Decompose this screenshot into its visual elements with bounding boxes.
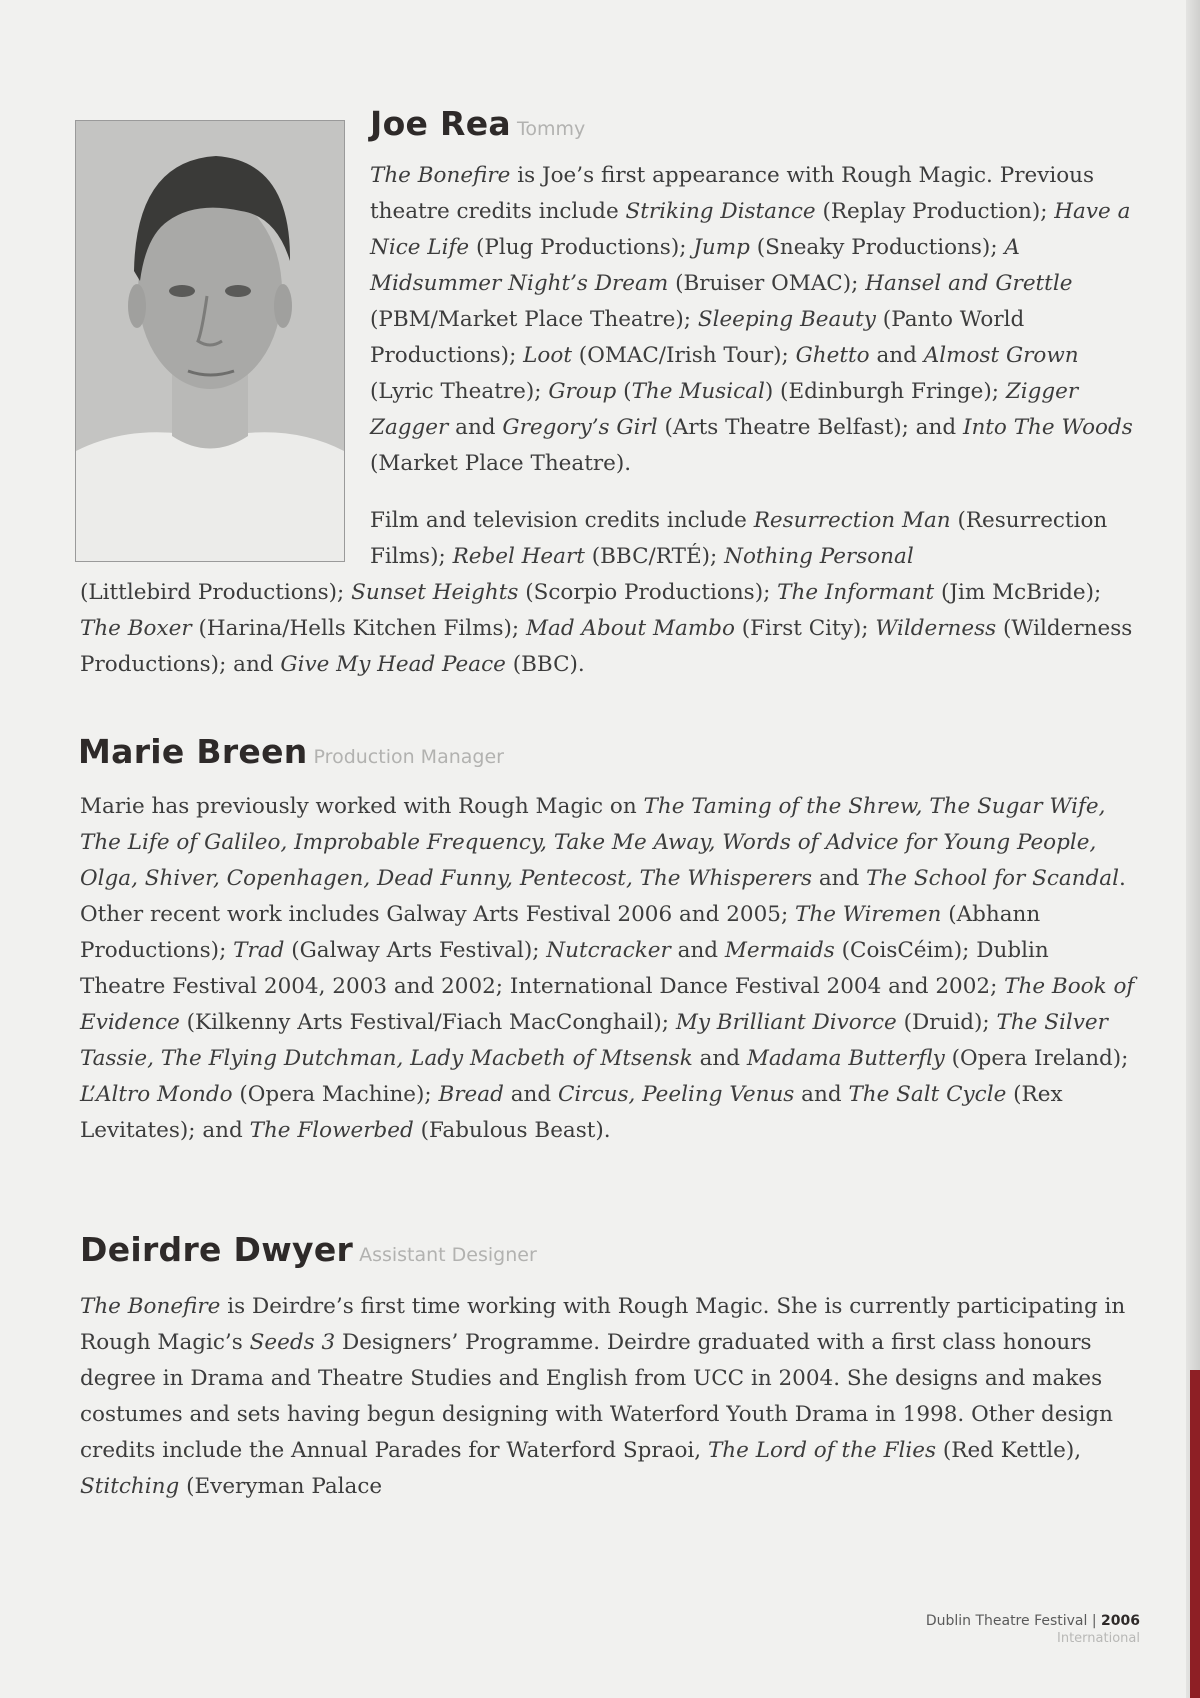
text-run: (Everyman Palace — [179, 1474, 383, 1499]
italic-title: Mad About Mambo — [526, 616, 735, 641]
italic-title: Circus, Peeling Venus — [557, 1082, 795, 1107]
text-run: and — [812, 866, 867, 891]
italic-title: The Musical — [631, 379, 765, 404]
italic-title: The Salt Cycle — [848, 1082, 1007, 1107]
italic-title: Loot — [523, 343, 572, 368]
text-run: and — [448, 415, 503, 440]
italic-title: The Taming of the Shrew, The Sugar Wife, The Life of Galileo, Improbable Frequency, Take Me Away, Words of Advice for Young People, Olga, Shiver, Copenhagen, Dead Funny, Pentecost, The Whisperers — [80, 794, 1106, 891]
italic-title: Give My Head Peace — [280, 652, 506, 677]
italic-title: The Silver Tassie, The Flying Dutchman, Lady Macbeth of Mtsensk — [80, 1010, 1108, 1071]
italic-title: L’Altro Mondo — [80, 1082, 233, 1107]
italic-title: Nothing Personal — [724, 544, 914, 569]
italic-title: Wilderness — [875, 616, 997, 641]
text-run: (Plug Productions); — [469, 235, 694, 260]
italic-title: Trad — [233, 938, 285, 963]
italic-title: The Lord of the Flies — [707, 1438, 937, 1463]
text-run: (Jim McBride); — [934, 580, 1102, 605]
text-run: (Opera Ireland); — [944, 1046, 1129, 1071]
text-run: ( — [616, 379, 632, 404]
italic-title: Madama Butterfly — [746, 1046, 945, 1071]
text-run: Film and television credits include — [370, 508, 754, 533]
italic-title: Almost Grown — [923, 343, 1079, 368]
deirdre-dwyer-name: Deirdre Dwyer — [80, 1230, 354, 1269]
text-run: (Wilderness Productions); and — [80, 616, 1133, 677]
text-run: (Fabulous Beast). — [413, 1118, 611, 1143]
text-run: Marie has previously worked with Rough Magic on — [80, 794, 644, 819]
text-run: (Scorpio Productions); — [518, 580, 778, 605]
text-run: (BBC/RTÉ); — [584, 544, 725, 569]
italic-title: Sleeping Beauty — [697, 307, 876, 332]
text-run: (Opera Machine); — [232, 1082, 439, 1107]
italic-title: The Informant — [777, 580, 935, 605]
text-run: (Harina/Hells Kitchen Films); — [191, 616, 526, 641]
text-run: (Arts Theatre Belfast); and — [657, 415, 963, 440]
text-run: (Rex Levitates); and — [80, 1082, 1063, 1143]
page-footer — [926, 1613, 1140, 1646]
text-run: Designers’ Programme. Deirdre graduated with a first class honours degree in Drama and Theatre Studies and English from UCC in 2004. She designs and makes costumes and sets having begun designing with Waterford Youth Drama in 1998. Other design credits include the Annual Parades for Waterford Spraoi, — [80, 1330, 1114, 1463]
italic-title: The Book of Evidence — [80, 974, 1135, 1035]
italic-title: Resurrection Man — [753, 508, 951, 533]
text-run: (Red Kettle), — [936, 1438, 1082, 1463]
marie-breen-bio — [80, 789, 1140, 1149]
joe-rea-film-credits-start — [370, 503, 1140, 575]
text-run: (Galway Arts Festival); — [284, 938, 547, 963]
text-run: ) (Edinburgh Fringe); — [764, 379, 1006, 404]
text-run: (Market Place Theatre). — [370, 451, 632, 476]
text-run: is Joe’s first appearance with Rough Magic. Previous theatre credits include — [370, 163, 1095, 224]
italic-title: Striking Distance — [625, 199, 816, 224]
text-run: and — [794, 1082, 849, 1107]
italic-title: The Bonefire — [80, 1294, 221, 1319]
italic-title: Hansel and Grettle — [865, 271, 1073, 296]
italic-title: Ghetto — [795, 343, 870, 368]
italic-title: Seeds 3 — [249, 1330, 336, 1355]
text-run: (Littlebird Productions); — [80, 580, 352, 605]
footer-year: 2006 — [1101, 1613, 1140, 1629]
italic-title: Sunset Heights — [351, 580, 519, 605]
marie-breen-role: Production Manager — [313, 746, 504, 768]
text-run: is Deirdre’s first time working with Rough Magic. She is currently participating in Rough Magic’s — [80, 1294, 1126, 1355]
text-run: and — [670, 938, 725, 963]
deirdre-dwyer-heading — [80, 1230, 537, 1269]
italic-title: A Midsummer Night’s Dream — [370, 235, 1020, 296]
text-run: (First City); — [734, 616, 876, 641]
italic-title: The Flowerbed — [249, 1118, 414, 1143]
text-run: (CoisCéim); Dublin Theatre Festival 2004, 2003 and 2002; International Dance Festival 2004 and 2002; — [80, 938, 1049, 999]
joe-rea-name: Joe Rea — [370, 104, 511, 143]
italic-title: Bread — [438, 1082, 504, 1107]
joe-rea-theatre-credits — [370, 158, 1140, 482]
text-run: (Kilkenny Arts Festival/Fiach MacConghail); — [179, 1010, 676, 1035]
italic-title: The Wiremen — [795, 902, 942, 927]
text-run: and — [692, 1046, 747, 1071]
italic-title: Group — [548, 379, 617, 404]
joe-rea-portrait — [75, 120, 345, 562]
italic-title: The School for Scandal — [866, 866, 1119, 891]
text-run: and — [503, 1082, 558, 1107]
deirdre-dwyer-role: Assistant Designer — [359, 1244, 537, 1266]
italic-title: Gregory’s Girl — [502, 415, 658, 440]
text-run: and — [869, 343, 924, 368]
italic-title: Have a Nice Life — [370, 199, 1131, 260]
deirdre-dwyer-bio — [80, 1289, 1140, 1505]
italic-title: Nutcracker — [546, 938, 671, 963]
text-run: (Abhann Productions); — [80, 902, 1041, 963]
text-run: (OMAC/Irish Tour); — [571, 343, 796, 368]
joe-rea-heading — [370, 104, 586, 143]
italic-title: Mermaids — [724, 938, 835, 963]
italic-title: Stitching — [80, 1474, 180, 1499]
text-run: (Sneaky Productions); — [749, 235, 1005, 260]
italic-title: My Brilliant Divorce — [675, 1010, 897, 1035]
footer-festival-line — [926, 1613, 1140, 1629]
text-run: (Lyric Theatre); — [370, 379, 549, 404]
joe-rea-film-credits-continued — [80, 575, 1140, 683]
italic-title: Into The Woods — [962, 415, 1133, 440]
marie-breen-name: Marie Breen — [78, 732, 308, 771]
joe-rea-role: Tommy — [516, 118, 586, 140]
text-run: (PBM/Market Place Theatre); — [370, 307, 698, 332]
italic-title: The Boxer — [80, 616, 192, 641]
footer-international: International — [1057, 1631, 1140, 1646]
marie-breen-heading — [78, 732, 504, 771]
text-run: (Resurrection Films); — [370, 508, 1108, 569]
footer-festival-name: Dublin Theatre Festival | — [925, 1613, 1102, 1629]
text-run: (Druid); — [896, 1010, 997, 1035]
italic-title: Zigger Zagger — [370, 379, 1079, 440]
red-page-tab — [1190, 1370, 1200, 1698]
italic-title: Jump — [693, 235, 750, 260]
text-run: (Panto World Productions); — [370, 307, 1025, 368]
italic-title: Rebel Heart — [452, 544, 585, 569]
text-run: . Other recent work includes Galway Arts Festival 2006 and 2005; — [80, 866, 1126, 927]
text-run: (BBC). — [505, 652, 585, 677]
text-run: (Replay Production); — [815, 199, 1055, 224]
text-run: (Bruiser OMAC); — [668, 271, 866, 296]
italic-title: The Bonefire — [370, 163, 511, 188]
